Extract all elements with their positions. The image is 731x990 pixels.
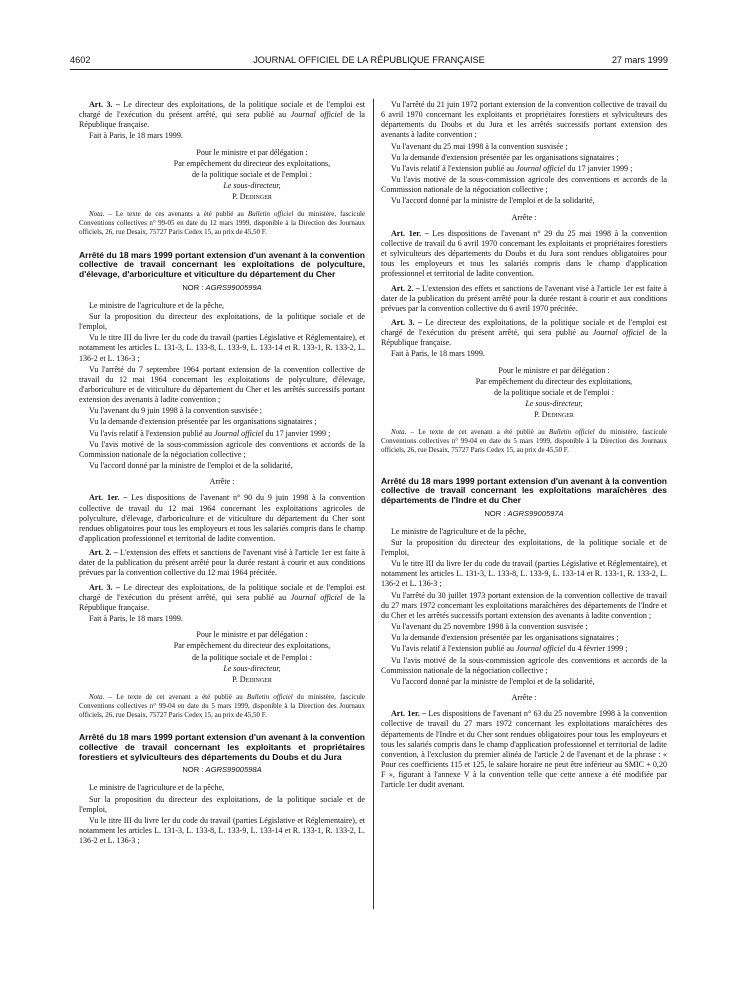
decree-title-cher: Arrêté du 18 mars 1999 portant extension d'un avenant à la convention collective de travail concernant les exploitations de polyculture, d'élevage, d'arboriculture et viticulture du département du Cher bbox=[79, 249, 365, 279]
paragraph: Vu le titre III du livre Ier du code du travail (parties Législative et Réglementaire), et notamment les articles L. 131-3, L. 133-8, L. 133-9, L. 133-14 et R. 133-1, R. 133-2, L. 136-2 et L. 136-3 ; bbox=[79, 815, 365, 846]
arrete-heading: Arrête : bbox=[209, 477, 235, 487]
decree-title-indre-cher: Arrêté du 18 mars 1999 portant extension d'un avenant à la convention collective de travail concernant les exploitations maraîchères des départements de l'Indre et du Cher bbox=[381, 475, 667, 505]
signature-block: Pour le ministre et par délégation : Par empêchement du directeur des exploitations, de la politique sociale et de l'emploi : Le sous-directeur, P. Dedinger bbox=[173, 147, 331, 202]
paragraph: Vu l'accord donné par la ministre de l'emploi et de la solidarité, bbox=[391, 196, 595, 206]
paragraph: Vu l'arrêté du 7 septembre 1964 portant extension de la convention collective de travail du 12 mai 1964 concernant les exploitations de polyculture, d'élevage, d'arboriculture et de viticulture du département du Cher et les arrêtés successifs portant extension des avenants à ladite convention ; bbox=[79, 364, 365, 405]
nor-reference: NOR : AGRS9900597A bbox=[484, 508, 564, 518]
article-3-paragraph: Art. 3. – Le directeur des exploitations, de la politique sociale et de l'emploi est chargé de l'exécution du présent arrêté, qui sera publié au Journal officiel de la République française. bbox=[381, 317, 667, 348]
done-at-paris: Fait à Paris, le 18 mars 1999. bbox=[89, 614, 183, 624]
paragraph: Vu l'avis relatif à l'extension publié au Journal officiel du 4 février 1999 ; bbox=[391, 644, 628, 654]
nota-note: Nota. – Le texte de cet avenant a été publié au Bulletin officiel du ministère, fascicule Conventions collectives n° 99-04 en date du 5 mars 1999, disponible à la Direction des Journaux officiels, 26, rue Desaix, 75727 Paris Cedex 15, au prix de 45,50 F. bbox=[381, 428, 667, 454]
paragraph: Sur la proposition du directeur des exploitations, de la politique sociale et de l'emploi, bbox=[381, 537, 667, 558]
article-3-paragraph: Art. 3. – Le directeur des exploitations, de la politique sociale et de l'emploi est chargé de l'exécution du présent arrêté, qui sera publié au Journal officiel de la République française. bbox=[79, 582, 365, 612]
done-at-paris: Fait à Paris, le 18 mars 1999. bbox=[391, 349, 485, 359]
arrete-heading: Arrête : bbox=[511, 693, 537, 703]
paragraph: Le ministre de l'agriculture et de la pêche, bbox=[89, 783, 225, 793]
paragraph: Vu le titre III du livre Ier du code du travail (parties Législative et Réglementaire), et notamment les articles L. 131-3, L. 133-8, L. 133-9, L. 133-14 et R. 133-1, R. 133-2, L. 136-2 et L. 136-3 ; bbox=[381, 559, 667, 589]
signature-block: Pour le ministre et par délégation : Par empêchement du directeur des exploitations, de la politique sociale et de l'emploi : Le sous-directeur, P. Dedinger bbox=[475, 365, 633, 420]
article-1-paragraph: Art. 1er. – Les dispositions de l'avenant n° 29 du 25 mai 1998 à la convention collective de travail du 6 avril 1970 concernant les exploitants et propriétaires forestiers et sylviculteurs des départements du Doubs et du Jura sont rendues obligatoires pour tous les employeurs et tous les salariés compris dans le champ d'application professionnel et territorial de ladite convention. bbox=[381, 228, 668, 279]
paragraph: Sur la proposition du directeur des exploitations, de la politique sociale et de l'emploi, bbox=[79, 794, 365, 814]
article-1-paragraph: Art. 1er. – Les dispositions de l'avenant n° 63 du 25 novembre 1998 à la convention collective de travail du 27 mars 1972 concernant les exploitations maraîchères des départements de l'Indre et du Cher sont rendues obligatoires pour tous les employeurs et tous les salariés compris dans le champ d'application professionnel et territorial de ladite convention, à l'exclusion du premier alinéa de l'article 2 de l'avenant et de la phrase : « Pour ces coefficients 115 et 125, le salaire horaire ne peut être inférieur au SMIC + 0,20 F », figurant à l'annexe V à la convention telle que cette annexe a été modifiée par l'article 1er dudit avenant. bbox=[381, 709, 668, 790]
paragraph: Vu l'arrêté du 21 juin 1972 portant extension de la convention collective de travail du 6 avril 1970 concernant les exploitants et propriétaires forestiers et sylviculteurs des départements du Doubs et du Jura et les arrêtés successifs portant extension des avenants à ladite convention ; bbox=[381, 100, 667, 140]
header-divider bbox=[70, 69, 668, 70]
article-2-paragraph: Art. 2. – L'extension des effets et sanctions de l'avenant visé à l'article 1er est faite à dater de la publication du présent arrêté pour la durée restant à courir et aux conditions prévues par la convention collective du 6 avril 1970 précitée. bbox=[381, 283, 668, 313]
paragraph: Le ministre de l'agriculture et de la pêche, bbox=[89, 300, 225, 310]
nor-reference: NOR : AGRS9900599A bbox=[182, 282, 262, 292]
paragraph: Vu l'avis motivé de la sous-commission agricole des conventions et accords de la Commission nationale de la négociation collective ; bbox=[79, 439, 365, 459]
page-header bbox=[70, 55, 668, 69]
paragraph: Vu l'avenant du 25 mai 1998 à la convention susvisée ; bbox=[391, 141, 568, 151]
issue-date: 27 mars 1999 bbox=[611, 55, 668, 65]
signature-block: Pour le ministre et par délégation : Par empêchement du directeur des exploitations, de la politique sociale et de l'emploi : Le sous-directeur, P. Dedinger bbox=[173, 630, 331, 684]
nota-note: Nota. – Le texte de ces avenants a été publié au Bulletin officiel du ministère, fascicule Conventions collectives n° 99-05 en date du 12 mars 1999, disponible à la Direction des Journaux officiels, 26, rue Desaix, 75727 Paris Cedex 15, au prix de 45,50 F. bbox=[79, 210, 365, 236]
journal-title: JOURNAL OFFICIEL DE LA RÉPUBLIQUE FRANÇAISE bbox=[253, 55, 485, 65]
paragraph: Sur la proposition du directeur des exploitations, de la politique sociale et de l'emploi, bbox=[79, 311, 365, 332]
paragraph: Vu l'avis relatif à l'extension publié au Journal officiel du 17 janvier 1999 ; bbox=[89, 428, 331, 438]
article-3-paragraph: Art. 3. – Le directeur des exploitations, de la politique sociale et de l'emploi est chargé de l'exécution du présent arrêté, qui sera publié au Journal officiel de la République française. bbox=[79, 100, 365, 130]
paragraph: Vu la demande d'extension présentée par les organisations signataires ; bbox=[391, 152, 619, 162]
arrete-heading: Arrête : bbox=[511, 212, 537, 222]
paragraph: Vu l'avenant du 25 novembre 1998 à la convention susvisée ; bbox=[391, 622, 588, 632]
nota-note: Nota. – Le texte de cet avenant a été publié au Bulletin officiel du ministère, fascicule Conventions collectives n° 99-04 en date du 5 mars 1999, disponible à la Direction des Journaux officiels, 26, rue Desaix, 75727 Paris Cedex 15, au prix de 45,50 F. bbox=[79, 693, 365, 719]
paragraph: Vu l'accord donné par la ministre de l'emploi et de la solidarité, bbox=[89, 461, 293, 471]
paragraph: Vu l'accord donné par la ministre de l'emploi et de la solidarité, bbox=[391, 676, 595, 686]
paragraph: Vu l'arrêté du 30 juillet 1973 portant extension de la convention collective de travail du 27 mars 1972 concernant les exploitations maraîchères des départements de l'Indre et du Cher et les arrêtés successifs portant extension des avenants à ladite convention ; bbox=[381, 590, 667, 620]
paragraph: Vu l'avis motivé de la sous-commission agricole des conventions et accords de la Commission nationale de la négociation collective ; bbox=[381, 655, 667, 675]
right-column bbox=[381, 100, 667, 791]
paragraph: Vu l'avis relatif à l'extension publié au Journal officiel du 17 janvier 1999 ; bbox=[391, 163, 633, 173]
page-number: 4602 bbox=[70, 55, 91, 65]
nor-reference: NOR : AGRS9900598A bbox=[182, 765, 262, 775]
paragraph: Vu l'avis motivé de la sous-commission agricole des conventions et accords de la Commission nationale de la négociation collective ; bbox=[381, 175, 667, 195]
column-divider bbox=[373, 99, 374, 909]
done-at-paris: Fait à Paris, le 18 mars 1999. bbox=[89, 131, 183, 141]
paragraph: Vu la demande d'extension présentée par les organisations signataires ; bbox=[391, 633, 619, 643]
article-1-paragraph: Art. 1er. – Les dispositions de l'avenant n° 90 du 9 juin 1998 à la convention collective de travail du 12 mai 1964 concernant les exploitations agricoles de polyculture, d'élevage, d'arboriculture et de viticulture du département du Cher sont rendues obligatoires pour tous les employeurs et tous les salariés compris dans le champ d'application professionnel et territorial de ladite convention. bbox=[79, 493, 366, 544]
left-column bbox=[79, 100, 365, 847]
decree-title-doubs-jura: Arrêté du 18 mars 1999 portant extension d'un avenant à la convention collective de travail concernant les exploitants et propriétaires forestiers et sylviculteurs des départements du Doubs et du Jura bbox=[79, 732, 365, 762]
article-2-paragraph: Art. 2. – L'extension des effets et sanctions de l'avenant visé à l'article 1er est faite à dater de la publication du présent arrêté pour la durée restant à courir et aux conditions prévues par la convention collective du 12 mai 1964 précitée. bbox=[79, 548, 366, 578]
paragraph: Vu la demande d'extension présentée par les organisations signataires ; bbox=[89, 417, 317, 427]
paragraph: Vu le titre III du livre Ier du code du travail (parties Législative et Réglementaire), et notamment les articles L. 131-3, L. 133-8, L. 133-9, L. 133-14 et R. 133-1, R. 133-2, L. 136-2 et L. 136-3 ; bbox=[79, 333, 365, 363]
paragraph: Vu l'avenant du 9 juin 1998 à la convention susvisée ; bbox=[89, 406, 263, 416]
paragraph: Le ministre de l'agriculture et de la pêche, bbox=[391, 526, 527, 536]
